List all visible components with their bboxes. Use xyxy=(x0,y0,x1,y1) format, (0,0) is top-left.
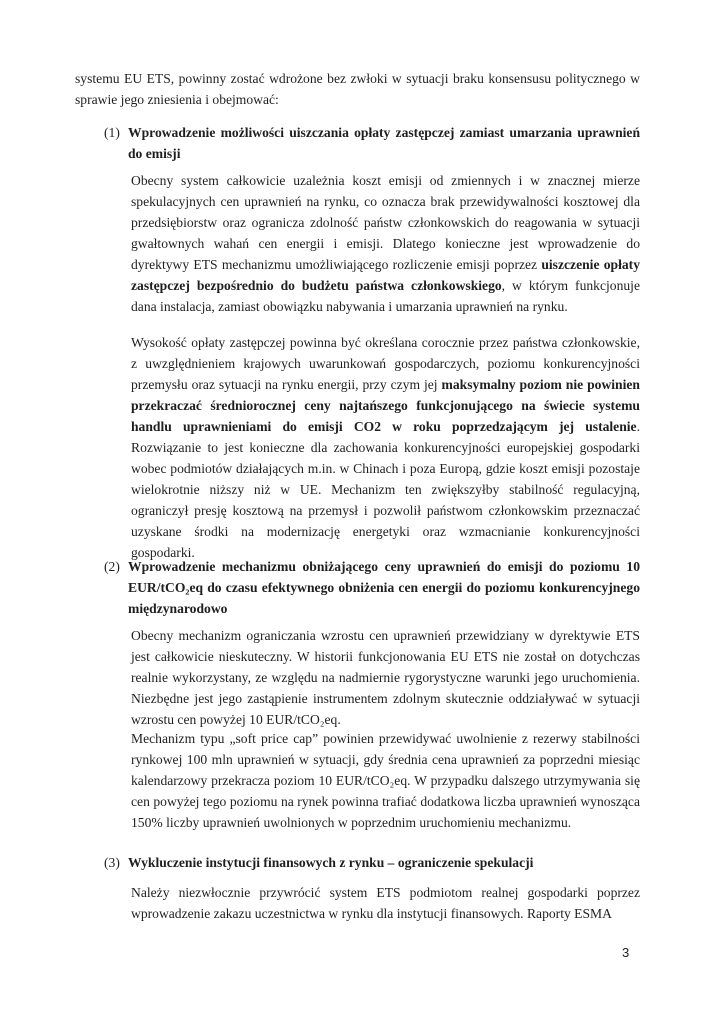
intro-paragraph: systemu EU ETS, powinny zostać wdrożone bez zwłoki w sytuacji braku konsensusu politycznego w sprawie jego zniesienia i obejmować: xyxy=(75,71,640,107)
page-number: 3 xyxy=(622,945,630,960)
section-2-title: Wprowadzenie mechanizmu obniżającego ceny uprawnień do emisji do poziomu 10 EUR/tCO₂eq do czasu efektywnego obniżenia cen energii do poziomu konkurencyjnego międzynarodowo xyxy=(128,559,640,616)
section-2-heading xyxy=(104,556,640,619)
section-2-number: (2) xyxy=(104,559,120,574)
section-3-paragraph-1: Należy niezwłocznie przywrócić system ETS podmiotom realnej gospodarki poprzez wprowadzenie zakazu uczestnictwa w rynku dla instytucji finansowych. Raporty ESMA xyxy=(131,885,640,921)
section-3-heading xyxy=(104,852,640,873)
section-1-title: Wprowadzenie możliwości uiszczania opłaty zastępczej zamiast umarzania uprawnień do emisji xyxy=(128,125,640,161)
section-1-number: (1) xyxy=(104,125,120,140)
section-3-number: (3) xyxy=(104,855,120,870)
section-2-paragraph-1: Obecny mechanizm ograniczania wzrostu cen uprawnień przewidziany w dyrektywie ETS jest całkowicie nieskuteczny. W historii funkcjonowania EU ETS nie został on dotychczas realnie wykorzystany, ze względu na nadmiernie rygorystyczne warunki jego uruchomienia. Niezbędne jest jego zastąpienie instrumentem zdolnym skutecznie oddziaływać w sytuacji wzrostu cen powyżej 10 EUR/tCO₂eq. xyxy=(131,628,640,727)
section-1-paragraph-1: Obecny system całkowicie uzależnia koszt emisji od zmiennych i w znacznej mierze spekulacyjnych cen uprawnień na rynku, co oznacza brak przewidywalności kosztowej dla przedsiębiorstw oraz ogranicza zdolność państw członkowskich do reagowania w sytuacji gwałtownych wahań cen energii i emisji. Dlatego konieczne jest wprowadzenie do dyrektywy ETS mechanizmu umożliwiającego rozliczenie emisji poprzez uiszczenie opłaty zastępczej bezpośrednio do budżetu państwa członkowskiego, w którym funkcjonuje dana instalacja, zamiast obowiązku nabywania i umarzania uprawnień na rynku. xyxy=(131,173,640,314)
section-2-paragraph-2: Mechanizm typu „soft price cap” powinien przewidywać uwolnienie z rezerwy stabilności rynkowej 100 mln uprawnień w sytuacji, gdy średnia cena uprawnień za poprzedni miesiąc kalendarzowy przekracza poziom 10 EUR/tCO₂eq. W przypadku dalszego utrzymywania się cen powyżej tego poziomu na rynek powinna trafiać dodatkowa liczba uprawnień wynosząca 150% liczby uprawnień uwolnionych w poprzednim uruchomieniu mechanizmu. xyxy=(131,731,640,830)
section-3-title: Wykluczenie instytucji finansowych z rynku – ograniczenie spekulacji xyxy=(128,855,534,870)
section-1-heading xyxy=(104,122,640,164)
section-1-paragraph-2: Wysokość opłaty zastępczej powinna być określana corocznie przez państwa członkowskie, z uwzględnieniem krajowych uwarunkowań gospodarczych, poziomu konkurencyjności przemysłu oraz sytuacji na rynku energii, przy czym jej maksymalny poziom nie powinien przekraczać średniorocznej ceny najtańszego funkcjonującego na świecie systemu handlu uprawnieniami do emisji CO2 w roku poprzedzającym jej ustalenie. Rozwiązanie to jest konieczne dla zachowania konkurencyjności europejskiej gospodarki wobec podmiotów działających m.in. w Chinach i poza Europą, gdzie koszt emisji pozostaje wielokrotnie niższy niż w UE. Mechanizm ten zwiększyłby stabilność regulacyjną, ograniczył presję kosztową na przemysł i pozwolił państwom członkowskim przeznaczać uzyskane środki na modernizację energetyki oraz wzmacnianie konkurencyjności gospodarki. xyxy=(131,335,640,560)
